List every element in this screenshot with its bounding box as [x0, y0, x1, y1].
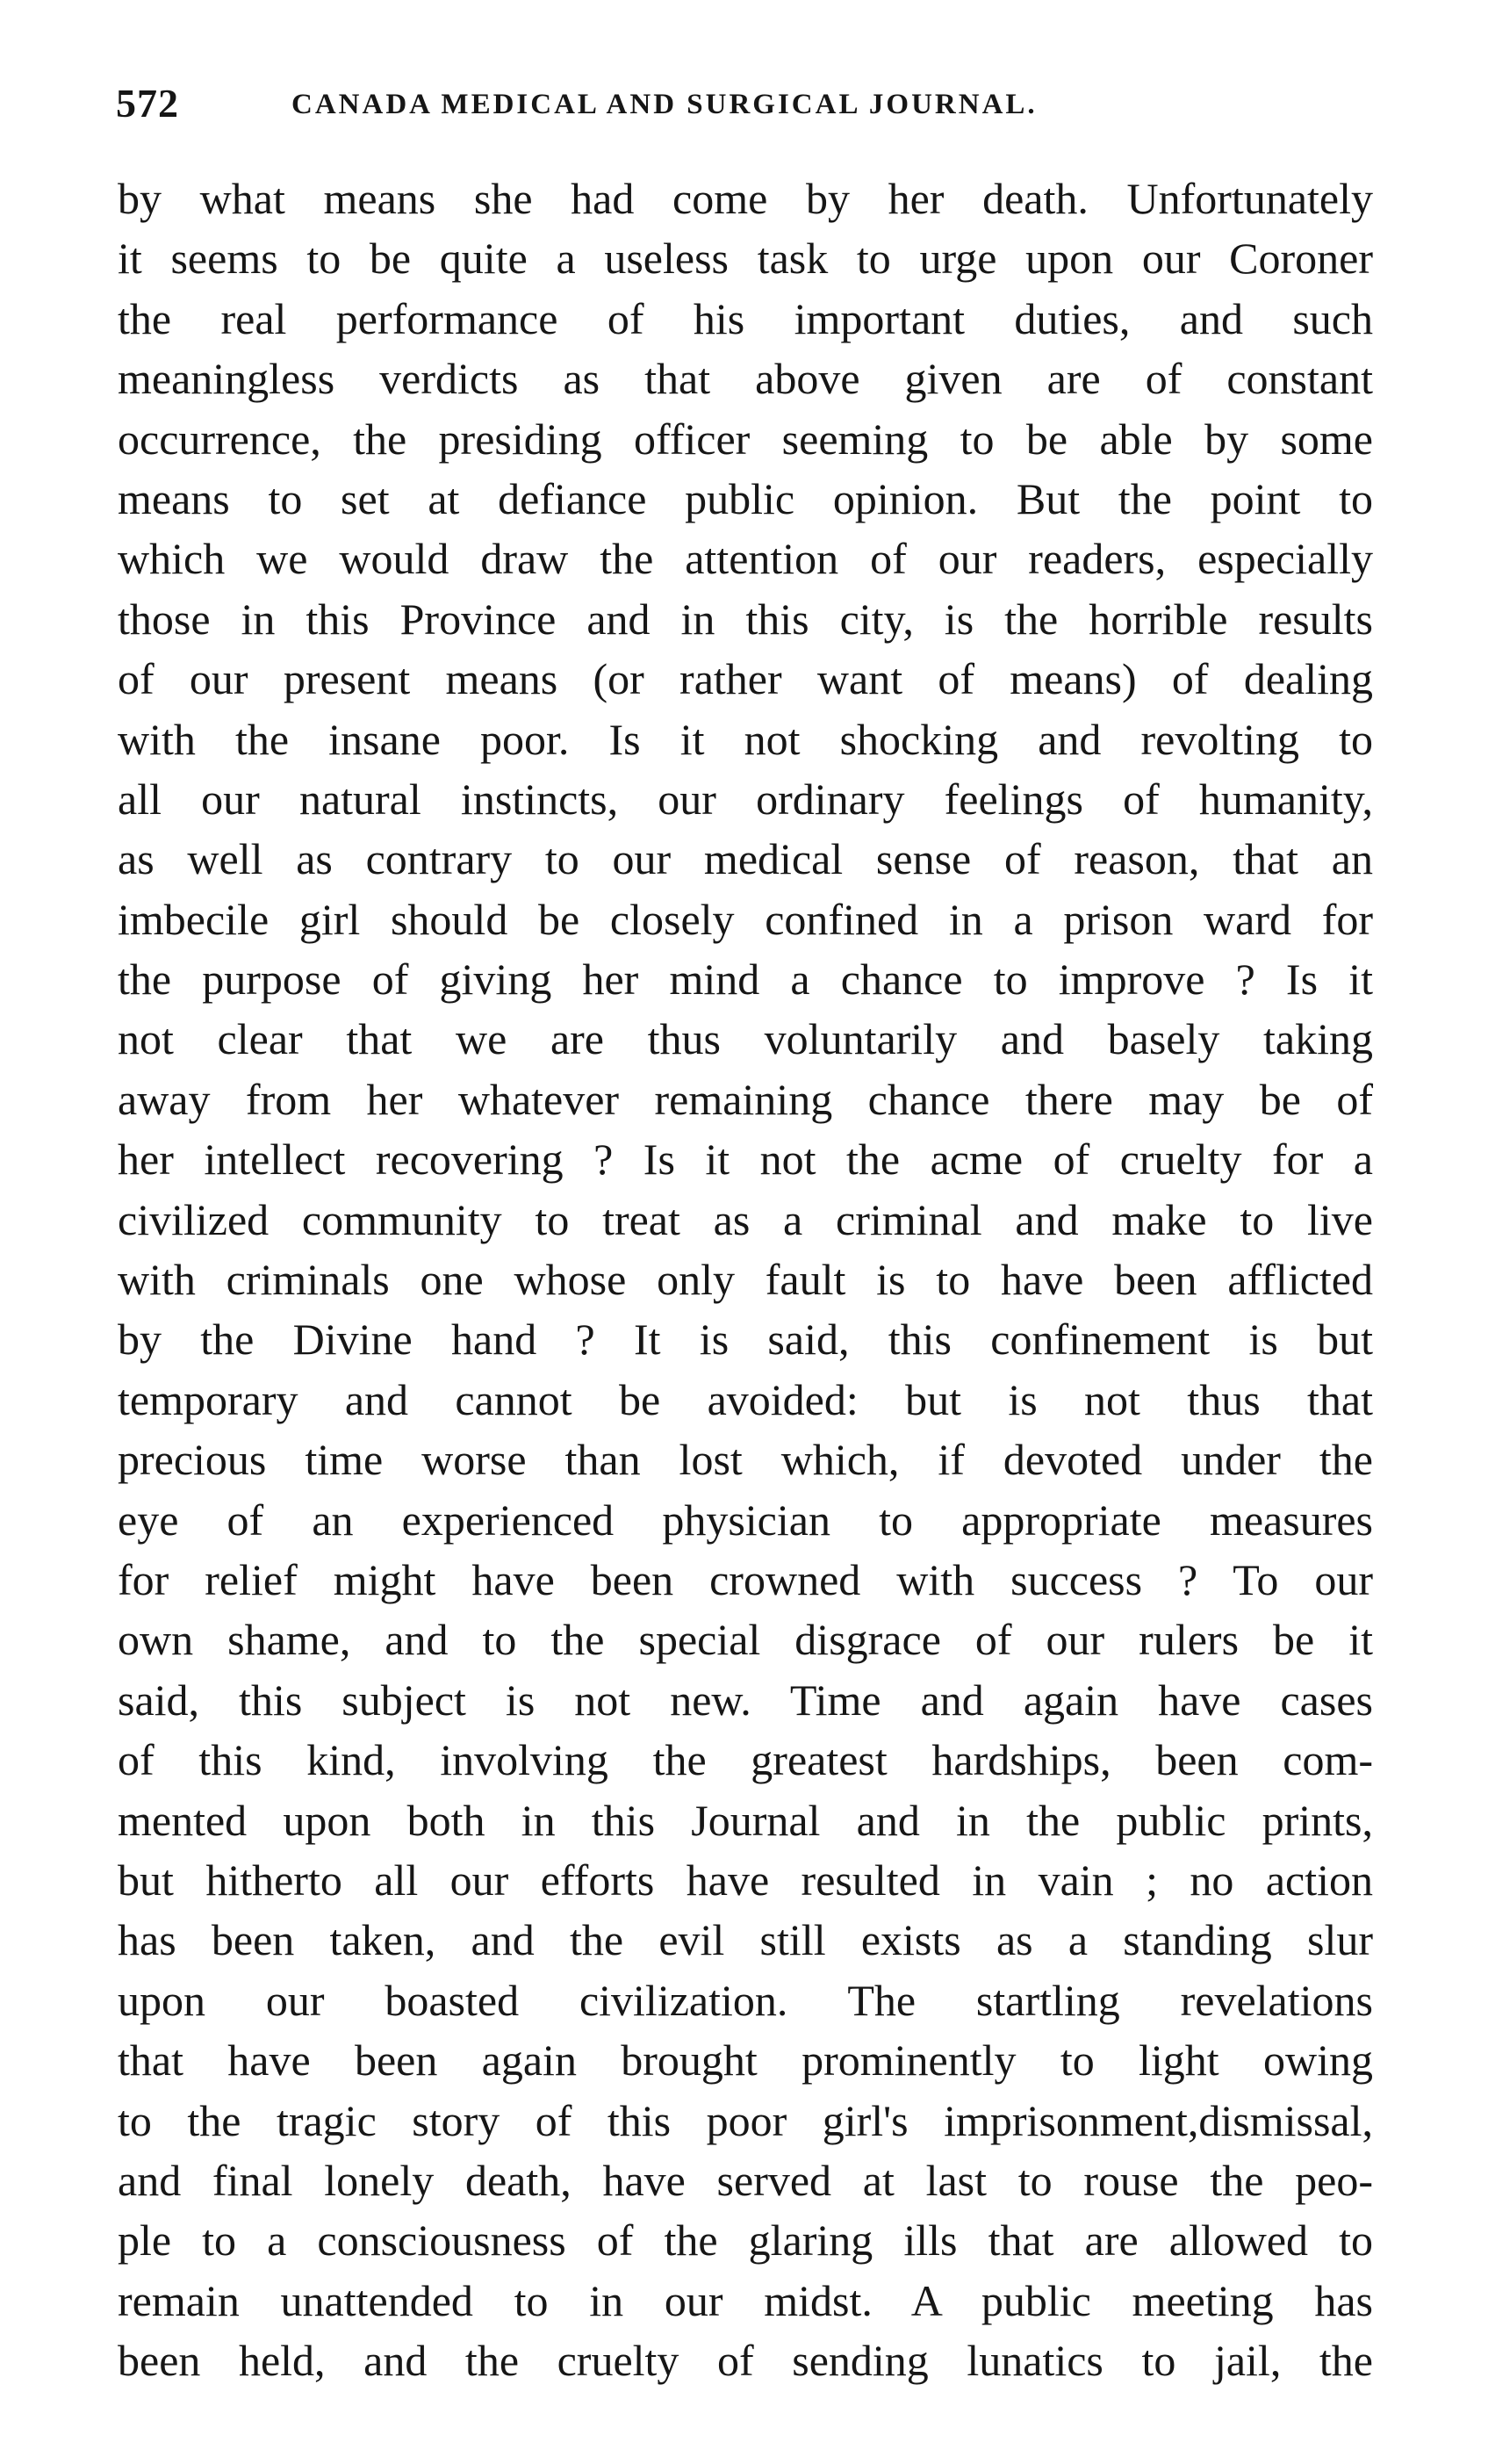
text-line: and final lonely death, have served at last to rouse the peo-: [118, 2155, 1373, 2205]
text-line: all our natural instincts, our ordinary feelings of humanity,: [118, 774, 1373, 824]
text-line: ple to a consciousness of the glaring ills that are allowed to: [118, 2215, 1373, 2266]
text-line: precious time worse than lost which, if devoted under the: [118, 1435, 1373, 1485]
text-line: of this kind, involving the greatest hardships, been com-: [118, 1735, 1373, 1785]
text-line: those in this Province and in this city, is the horrible results: [118, 594, 1373, 644]
text-line: the purpose of giving her mind a chance to improve ? Is it: [118, 955, 1373, 1005]
text-line: which we would draw the attention of our readers, especially: [118, 534, 1373, 584]
text-line: by what means she had come by her death. Unfortunately: [118, 174, 1373, 223]
text-line: with criminals one whose only fault is to have been afflicted: [118, 1255, 1373, 1305]
text-line: civilized community to treat as a criminal and make to live: [118, 1194, 1373, 1244]
text-line: to the tragic story of this poor girl's imprisonment,dismissal,: [118, 2095, 1373, 2145]
text-line: upon our boasted civilization. The startling revelations: [118, 1975, 1373, 2025]
text-line: it seems to be quite a useless task to urge upon our Coroner: [118, 234, 1373, 284]
page-number: 572: [116, 81, 179, 126]
text-line: temporary and cannot be avoided: but is not thus that: [118, 1374, 1373, 1424]
text-line: as well as contrary to our medical sense of reason, that an: [118, 834, 1373, 884]
text-line: with the insane poor. Is it not shocking and revolting to: [118, 714, 1373, 764]
text-line: meaningless verdicts as that above given are of constant: [118, 354, 1373, 404]
text-line: the real performance of his important duties, and such: [118, 293, 1373, 343]
text-line: eye of an experienced physician to appropriate measures: [118, 1495, 1373, 1545]
text-line: by the Divine hand ? It is said, this confinement is but: [118, 1315, 1373, 1365]
text-line: of our present means (or rather want of means) of dealing: [118, 654, 1373, 704]
running-head: [116, 77, 1362, 130]
text-line: away from her whatever remaining chance there may be of: [118, 1074, 1373, 1124]
text-line: remain unattended to in our midst. A public meeting has: [118, 2275, 1373, 2325]
text-line: means to set at defiance public opinion. But the point to: [118, 473, 1373, 523]
text-line: her intellect recovering ? Is it not the acme of cruelty for a: [118, 1135, 1373, 1185]
text-line: occurrence, the presiding officer seeming to be able by some: [118, 414, 1373, 464]
text-line: imbecile girl should be closely confined in a prison ward for: [118, 894, 1373, 944]
text-line: for relief might have been crowned with success ? To our: [118, 1554, 1373, 1604]
text-line: mented upon both in this Journal and in the public prints,: [118, 1795, 1373, 1845]
article-body: [118, 169, 1373, 2390]
text-line: been held, and the cruelty of sending lunatics to jail, the: [118, 2336, 1373, 2386]
text-line: that have been again brought prominently to light owing: [118, 2035, 1373, 2086]
text-line: own shame, and to the special disgrace of our rulers be it: [118, 1615, 1373, 1665]
text-line: has been taken, and the evil still exists as a standing slur: [118, 1915, 1373, 1965]
journal-title: CANADA MEDICAL AND SURGICAL JOURNAL.: [291, 89, 1038, 120]
text-line: said, this subject is not new. Time and again have cases: [118, 1675, 1373, 1725]
text-line: but hitherto all our efforts have resulted in vain ; no action: [118, 1855, 1373, 1905]
text-line: not clear that we are thus voluntarily and basely taking: [118, 1014, 1373, 1064]
